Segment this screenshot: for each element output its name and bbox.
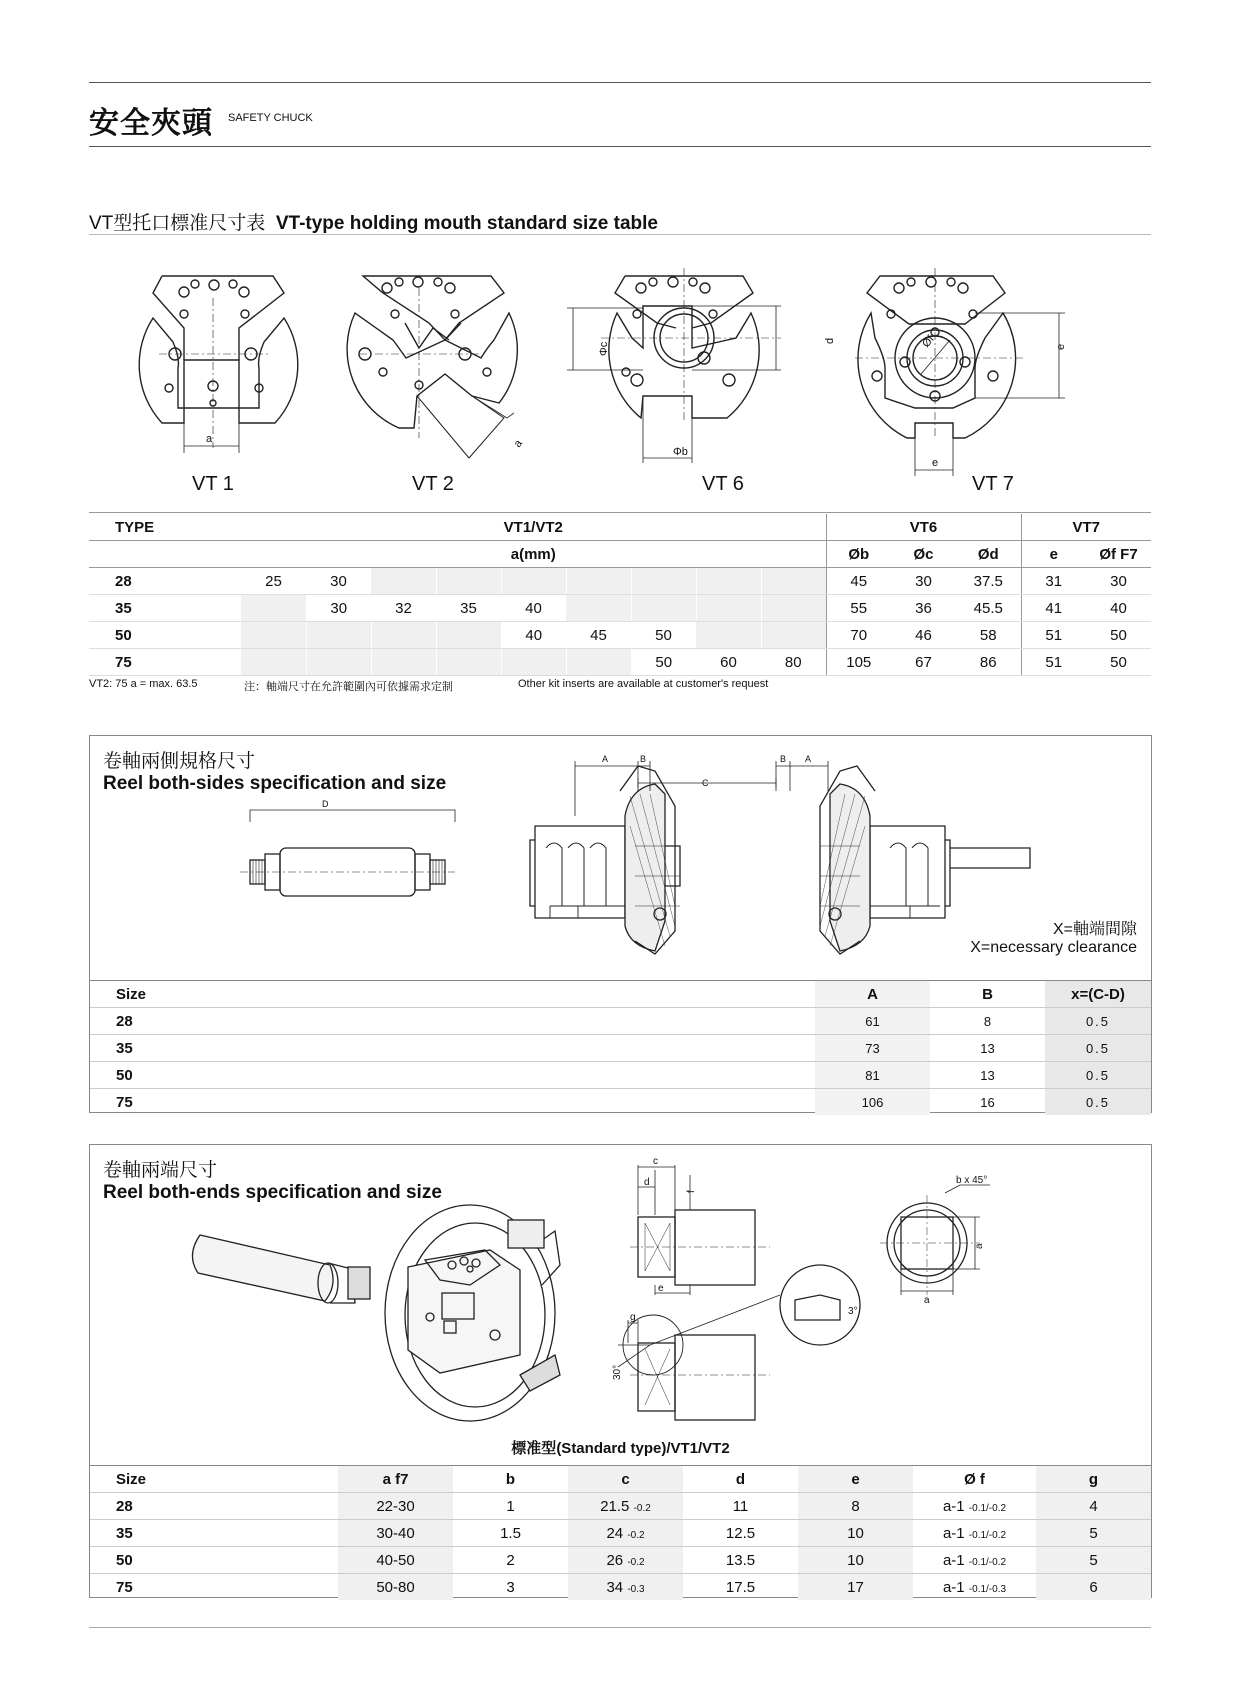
vt-row-a-cell (696, 568, 761, 595)
vt-row-c-cell: 36 (891, 595, 956, 622)
both-ends-g-header: g (1036, 1466, 1151, 1493)
both-sides-table-header (90, 981, 1151, 1008)
both-ends-row-c (568, 1574, 683, 1601)
vt-row-a-cell (371, 649, 436, 676)
both-ends-row (90, 1547, 1151, 1574)
both-sides-row-B: 13 (930, 1062, 1045, 1089)
vt-table-row (89, 568, 1151, 595)
both-sides-row (90, 1035, 1151, 1062)
vt-table-row (89, 622, 1151, 649)
both-ends-d-header: d (683, 1466, 798, 1493)
vt-row-b-cell: 55 (826, 595, 891, 622)
both-ends-title-en: Reel both-ends specification and size (103, 1182, 442, 1203)
both-ends-row-size: 75 (90, 1574, 338, 1601)
both-ends-row-e: 8 (798, 1493, 913, 1520)
dim-bx45-label: b x 45° (956, 1175, 988, 1186)
vt-row-b-cell: 45 (826, 568, 891, 595)
both-ends-row-f (913, 1520, 1036, 1547)
shaft-front-drawing (880, 1185, 990, 1295)
vt-row-a-cell: 45 (566, 622, 631, 649)
header-top-rule (89, 82, 1151, 83)
vt-section-title (89, 208, 658, 235)
roller-drawing (240, 810, 455, 896)
both-ends-table-caption (90, 1437, 1151, 1458)
vt-row-size: 28 (89, 568, 241, 595)
vt-row-a-cell: 30 (306, 595, 371, 622)
dim-f-label: f (686, 1190, 697, 1193)
vt-section-rule (89, 234, 1151, 235)
dim-C: C (702, 778, 709, 788)
both-ends-row-f-value: a-1 (942, 1578, 965, 1596)
both-ends-row-c (568, 1520, 683, 1547)
vt-row-a-cell: 50 (631, 622, 696, 649)
both-ends-row-g: 4 (1036, 1493, 1151, 1520)
both-ends-row-size: 35 (90, 1520, 338, 1547)
both-sides-row (90, 1089, 1151, 1116)
vt7-dim-e-bottom: e (932, 457, 939, 469)
vt1-drawing (139, 276, 298, 453)
vt-row-e-cell: 41 (1021, 595, 1086, 622)
vt-row-a-cell (306, 622, 371, 649)
both-ends-panel (89, 1144, 1152, 1598)
both-ends-table-body (90, 1493, 1151, 1601)
both-ends-row-b: 3 (453, 1574, 568, 1601)
vt-row-a-cell (501, 649, 566, 676)
dim-a-bottom-label: a (924, 1295, 930, 1306)
vt6-dim-b: Φb (673, 446, 688, 458)
vt-row-size: 75 (89, 649, 241, 676)
both-ends-row-a: 50-80 (338, 1574, 453, 1601)
both-ends-row-a: 22-30 (338, 1493, 453, 1520)
vt-row-f-cell: 50 (1086, 649, 1151, 676)
page-title-en: SAFETY CHUCK (228, 112, 313, 124)
vt2-dim-a: a (511, 437, 525, 450)
vt-table-b-header: Øb (826, 541, 891, 568)
dim-30deg-label: 30° (612, 1364, 623, 1380)
both-ends-row-c-value: 26 (606, 1551, 624, 1569)
vt-section-title-en: VT-type holding mouth standard size table (275, 213, 658, 234)
vt-row-a-cell: 32 (371, 595, 436, 622)
both-sides-row (90, 1062, 1151, 1089)
both-sides-row-A: 106 (815, 1089, 930, 1116)
vt-row-a-cell (631, 595, 696, 622)
dim-B-left: B (640, 754, 647, 764)
both-ends-row-f (913, 1493, 1036, 1520)
vt7-drawing (855, 268, 1065, 476)
vt-table-row (89, 649, 1151, 676)
both-sides-row-size: 28 (90, 1008, 815, 1035)
vt-table-d-header: Ød (956, 541, 1021, 568)
vt6-dim-d: d (824, 337, 836, 344)
vt7-dim-e-right: e (1055, 343, 1067, 350)
both-ends-b-header: b (453, 1466, 568, 1493)
footer-rule (89, 1627, 1151, 1628)
vt-row-d-cell: 37.5 (956, 568, 1021, 595)
vt-row-a-cell (241, 622, 306, 649)
vt-row-a-cell (436, 649, 501, 676)
left-chuck-drawing (530, 766, 680, 954)
both-ends-table-header (90, 1466, 1151, 1493)
clearance-note-en: X=necessary clearance (970, 939, 1137, 956)
both-sides-row-A: 73 (815, 1035, 930, 1062)
vt-table-sub-header (89, 541, 1151, 568)
vt-row-a-cell (761, 622, 826, 649)
both-sides-x-header: x=(C-D) (1045, 981, 1151, 1008)
vt-row-a-cell (631, 568, 696, 595)
both-ends-row-c-tol: -0.3 (627, 1583, 645, 1595)
vt-table-e-header: e (1021, 541, 1086, 568)
vt-note-3: Other kit inserts are available at customer's request (518, 678, 769, 690)
vt-table-body (89, 568, 1151, 676)
both-ends-a-header: a f7 (338, 1466, 453, 1493)
dim-D: D (322, 799, 329, 809)
both-ends-caption-en: (Standard type)/VT1/VT2 (556, 1440, 730, 1457)
vt-row-a-cell (306, 649, 371, 676)
dim-3deg-label: 3° (848, 1306, 858, 1317)
both-sides-title-cn: 卷軸兩側規格尺寸 (103, 751, 256, 772)
vt-row-a-cell (696, 622, 761, 649)
vt-row-e-cell: 51 (1021, 649, 1086, 676)
both-ends-row-f-tol: -0.1/-0.3 (968, 1583, 1007, 1595)
both-ends-row-g: 5 (1036, 1520, 1151, 1547)
both-sides-row-A: 61 (815, 1008, 930, 1035)
both-ends-row-a: 40-50 (338, 1547, 453, 1574)
both-ends-row-f (913, 1574, 1036, 1601)
both-ends-row-d: 12.5 (683, 1520, 798, 1547)
chuck-3d-drawing (385, 1205, 560, 1421)
vt-row-a-cell: 30 (306, 568, 371, 595)
vt-table-type-header: TYPE (89, 514, 241, 541)
both-ends-row-b: 1.5 (453, 1520, 568, 1547)
vt-table-vt6-header: VT6 (826, 514, 1021, 541)
both-ends-row-f-tol: -0.1/-0.2 (968, 1529, 1007, 1541)
both-sides-row (90, 1008, 1151, 1035)
both-sides-row-x: 0.5 (1045, 1008, 1151, 1035)
vt-row-d-cell: 58 (956, 622, 1021, 649)
vt-row-size: 35 (89, 595, 241, 622)
both-ends-row-size: 28 (90, 1493, 338, 1520)
both-ends-row-f-value: a-1 (942, 1524, 965, 1542)
both-ends-row-f-tol: -0.1/-0.2 (968, 1502, 1007, 1514)
vt-table-c-header: Øc (891, 541, 956, 568)
both-ends-row-a: 30-40 (338, 1520, 453, 1547)
both-sides-panel (89, 735, 1152, 1113)
vt-row-a-cell (241, 649, 306, 676)
vt6-label: VT 6 (702, 473, 744, 495)
vt-row-e-cell: 51 (1021, 622, 1086, 649)
both-sides-row-B: 13 (930, 1035, 1045, 1062)
page-title-cn: 安全夾頭 (89, 107, 213, 140)
vt-row-a-cell (371, 622, 436, 649)
vt-row-b-cell: 105 (826, 649, 891, 676)
vt-row-a-cell: 60 (696, 649, 761, 676)
vt-row-a-cell (241, 595, 306, 622)
both-sides-A-header: A (815, 981, 930, 1008)
both-ends-row-e: 10 (798, 1547, 913, 1574)
vt-note-1: VT2: 75 a = max. 63.5 (89, 678, 198, 690)
dim-g-label: g (630, 1312, 636, 1323)
vt-row-c-cell: 46 (891, 622, 956, 649)
vt1-label: VT 1 (192, 473, 234, 495)
both-sides-title-en: Reel both-sides specification and size (103, 773, 447, 794)
dim-d-label: d (644, 1177, 650, 1188)
vt-row-a-cell (761, 595, 826, 622)
both-sides-row-x: 0.5 (1045, 1035, 1151, 1062)
vt-row-a-cell (696, 595, 761, 622)
vt-row-c-cell: 67 (891, 649, 956, 676)
vt-row-a-cell (566, 568, 631, 595)
both-ends-row-c (568, 1493, 683, 1520)
vt7-dim-f: Øf (920, 333, 937, 350)
vt-drawings (89, 248, 1151, 488)
both-ends-row (90, 1520, 1151, 1547)
both-ends-row-c-tol: -0.2 (627, 1556, 645, 1568)
both-sides-row-size: 35 (90, 1035, 815, 1062)
vt-row-f-cell: 30 (1086, 568, 1151, 595)
both-ends-row-c-value: 21.5 (600, 1497, 630, 1515)
vt1-dim-a: a (206, 433, 213, 445)
both-ends-table (90, 1465, 1151, 1600)
both-sides-row-B: 16 (930, 1089, 1045, 1116)
both-ends-row (90, 1493, 1151, 1520)
vt-row-a-cell (566, 595, 631, 622)
both-ends-row-f (913, 1547, 1036, 1574)
dim-B-right: B (780, 754, 787, 764)
vt-row-a-cell (501, 568, 566, 595)
both-ends-row-d: 11 (683, 1493, 798, 1520)
vt-row-f-cell: 40 (1086, 595, 1151, 622)
vt-table-row (89, 595, 1151, 622)
both-ends-row-d: 13.5 (683, 1547, 798, 1574)
vt-row-f-cell: 50 (1086, 622, 1151, 649)
vt-row-c-cell: 30 (891, 568, 956, 595)
vt7-label: VT 7 (972, 473, 1014, 495)
vt-row-a-cell: 50 (631, 649, 696, 676)
both-sides-table-body (90, 1008, 1151, 1116)
dim-A-right: A (805, 754, 812, 764)
vt-row-a-cell: 25 (241, 568, 306, 595)
dim-A-left: A (602, 754, 609, 764)
vt-table-a-header: a(mm) (241, 541, 826, 568)
both-ends-row-c-value: 24 (606, 1524, 624, 1542)
both-ends-size-header: Size (90, 1466, 338, 1493)
both-ends-row-f-value: a-1 (942, 1497, 965, 1515)
both-sides-size-header: Size (90, 981, 815, 1008)
both-ends-e-header: e (798, 1466, 913, 1493)
both-sides-row-size: 50 (90, 1062, 815, 1089)
vt-table-vt7-header: VT7 (1021, 514, 1151, 541)
both-ends-row-g: 5 (1036, 1547, 1151, 1574)
clearance-note (970, 916, 1137, 957)
vt-table-top-rule (89, 512, 1151, 513)
vt-row-b-cell: 70 (826, 622, 891, 649)
both-ends-row-f-value: a-1 (942, 1551, 965, 1569)
both-ends-row-size: 50 (90, 1547, 338, 1574)
both-ends-caption-cn: 標准型 (511, 1440, 557, 1457)
both-sides-row-size: 75 (90, 1089, 815, 1116)
shaft-3d-drawing (192, 1235, 370, 1303)
clearance-note-cn: X=軸端間隙 (1052, 921, 1137, 938)
vt-row-a-cell: 40 (501, 622, 566, 649)
vt-row-a-cell (371, 568, 436, 595)
vt2-label: VT 2 (412, 473, 454, 495)
both-sides-row-B: 8 (930, 1008, 1045, 1035)
shaft-lower-drawing (618, 1315, 770, 1420)
header-bottom-rule (89, 146, 1151, 147)
both-ends-row-c (568, 1547, 683, 1574)
dim-e-label: e (658, 1283, 664, 1294)
both-ends-row-b: 2 (453, 1547, 568, 1574)
both-sides-table (90, 980, 1151, 1115)
both-ends-row-c-tol: -0.2 (627, 1529, 645, 1541)
shaft-end-drawing (630, 1165, 770, 1295)
both-ends-row-b: 1 (453, 1493, 568, 1520)
vt-row-a-cell (436, 568, 501, 595)
vt-table-vt12-header: VT1/VT2 (241, 514, 826, 541)
vt6-drawing (567, 268, 781, 463)
vt2-drawing (347, 276, 517, 458)
vt-table-f-header: Øf F7 (1086, 541, 1151, 568)
vt-row-a-cell (761, 568, 826, 595)
both-ends-f-header: Ø f (913, 1466, 1036, 1493)
vt-row-a-cell (566, 649, 631, 676)
both-ends-row-d: 17.5 (683, 1574, 798, 1601)
vt6-dim-c: Φc (598, 341, 610, 356)
vt-row-a-cell: 80 (761, 649, 826, 676)
dim-c-label: c (653, 1156, 658, 1167)
both-ends-drawing (90, 1145, 1151, 1438)
both-ends-row-c-tol: -0.2 (633, 1502, 651, 1514)
both-ends-row-e: 17 (798, 1574, 913, 1601)
both-ends-row-f-tol: -0.1/-0.2 (968, 1556, 1007, 1568)
both-sides-row-x: 0.5 (1045, 1089, 1151, 1116)
vt-section-title-cn: VT型托口標准尺寸表 (89, 213, 266, 234)
both-ends-title-cn: 卷軸兩端尺寸 (103, 1160, 218, 1181)
both-sides-row-x: 0.5 (1045, 1062, 1151, 1089)
vt-row-a-cell: 40 (501, 595, 566, 622)
vt-row-d-cell: 86 (956, 649, 1021, 676)
both-ends-row-e: 10 (798, 1520, 913, 1547)
both-ends-c-header: c (568, 1466, 683, 1493)
vt-table-group-header (89, 514, 1151, 541)
vt-note-2: 注：軸端尺寸在允許範圍內可依據需求定制 (244, 681, 453, 693)
both-ends-row-g: 6 (1036, 1574, 1151, 1601)
both-sides-B-header: B (930, 981, 1045, 1008)
vt-row-e-cell: 31 (1021, 568, 1086, 595)
vt-size-table (89, 514, 1151, 676)
dim-a-right-label: a (974, 1243, 985, 1249)
both-sides-row-A: 81 (815, 1062, 930, 1089)
vt-row-d-cell: 45.5 (956, 595, 1021, 622)
both-ends-row (90, 1574, 1151, 1601)
vt-row-a-cell (436, 622, 501, 649)
vt-row-a-cell: 35 (436, 595, 501, 622)
vt-row-size: 50 (89, 622, 241, 649)
both-ends-row-c-value: 34 (606, 1578, 624, 1596)
